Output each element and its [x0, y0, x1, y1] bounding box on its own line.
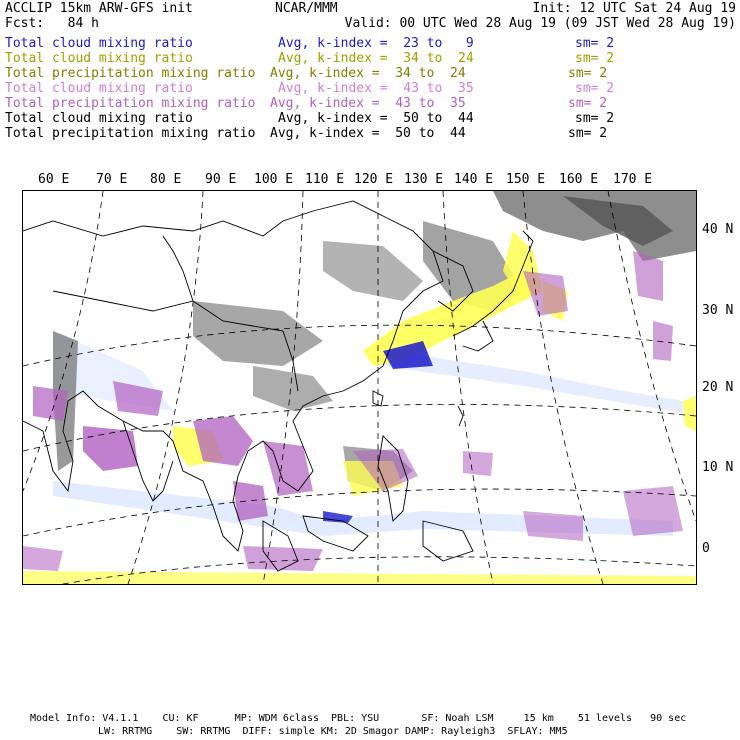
lat-label: 40 N — [702, 222, 734, 237]
legend-name: Total cloud mixing ratio — [5, 81, 193, 96]
legend-avg: Avg, k-index = 23 to 9 — [278, 36, 474, 51]
legend-avg: Avg, k-index = 43 to 35 — [278, 81, 474, 96]
title-left: ACCLIP 15km ARW-GFS init — [5, 1, 193, 16]
legend-sm: sm= 2 — [575, 111, 615, 126]
lat-label: 20 N — [702, 380, 734, 395]
lat-label: 30 N — [702, 303, 734, 318]
legend-sm: sm= 2 — [568, 96, 608, 111]
lat-label: 10 N — [702, 460, 734, 475]
lon-label: 70 E — [96, 172, 128, 187]
footer-model-info: Model Info: V4.1.1 CU: KF MP: WDM 6class PBL: YSU SF: Noah LSM 15 km 51 levels 90 sec — [30, 713, 687, 724]
lon-label: 110 E — [305, 172, 345, 187]
title-center: NCAR/MMM — [275, 1, 338, 16]
legend-name: Total cloud mixing ratio — [5, 111, 193, 126]
legend-sm: sm= 2 — [575, 36, 615, 51]
map-panel — [22, 190, 697, 585]
lon-label: 150 E — [506, 172, 546, 187]
legend-name: Total precipitation mixing ratio — [5, 66, 256, 81]
lon-label: 140 E — [454, 172, 494, 187]
legend-name: Total precipitation mixing ratio — [5, 126, 256, 141]
lon-label: 130 E — [404, 172, 444, 187]
forecast-hour: Fcst: 84 h — [5, 16, 99, 31]
lon-label: 90 E — [205, 172, 237, 187]
legend-avg: Avg, k-index = 50 to 44 — [270, 126, 466, 141]
legend-sm: sm= 2 — [568, 126, 608, 141]
legend-name: Total cloud mixing ratio — [5, 51, 193, 66]
legend-avg: Avg, k-index = 50 to 44 — [278, 111, 474, 126]
legend-avg: Avg, k-index = 34 to 24 — [270, 66, 466, 81]
footer-physics-info: LW: RRTMG SW: RRTMG DIFF: simple KM: 2D Smagor DAMP: Rayleigh3 SFLAY: MM5 — [98, 726, 568, 737]
lon-label: 170 E — [613, 172, 653, 187]
legend-sm: sm= 2 — [568, 66, 608, 81]
lon-label: 60 E — [38, 172, 70, 187]
lon-label: 80 E — [150, 172, 182, 187]
legend-sm: sm= 2 — [575, 81, 615, 96]
legend-avg: Avg, k-index = 34 to 24 — [278, 51, 474, 66]
cloud-fields — [23, 191, 696, 584]
lon-label: 100 E — [254, 172, 294, 187]
legend-name: Total cloud mixing ratio — [5, 36, 193, 51]
legend-avg: Avg, k-index = 43 to 35 — [270, 96, 466, 111]
lat-label: 0 — [702, 541, 710, 556]
valid-time: Valid: 00 UTC Wed 28 Aug 19 (09 JST Wed 28 Aug 19) — [344, 16, 736, 31]
lon-label: 120 E — [354, 172, 394, 187]
lon-label: 160 E — [559, 172, 599, 187]
legend-sm: sm= 2 — [575, 51, 615, 66]
legend-name: Total precipitation mixing ratio — [5, 96, 256, 111]
init-time: Init: 12 UTC Sat 24 Aug 19 — [532, 1, 736, 16]
